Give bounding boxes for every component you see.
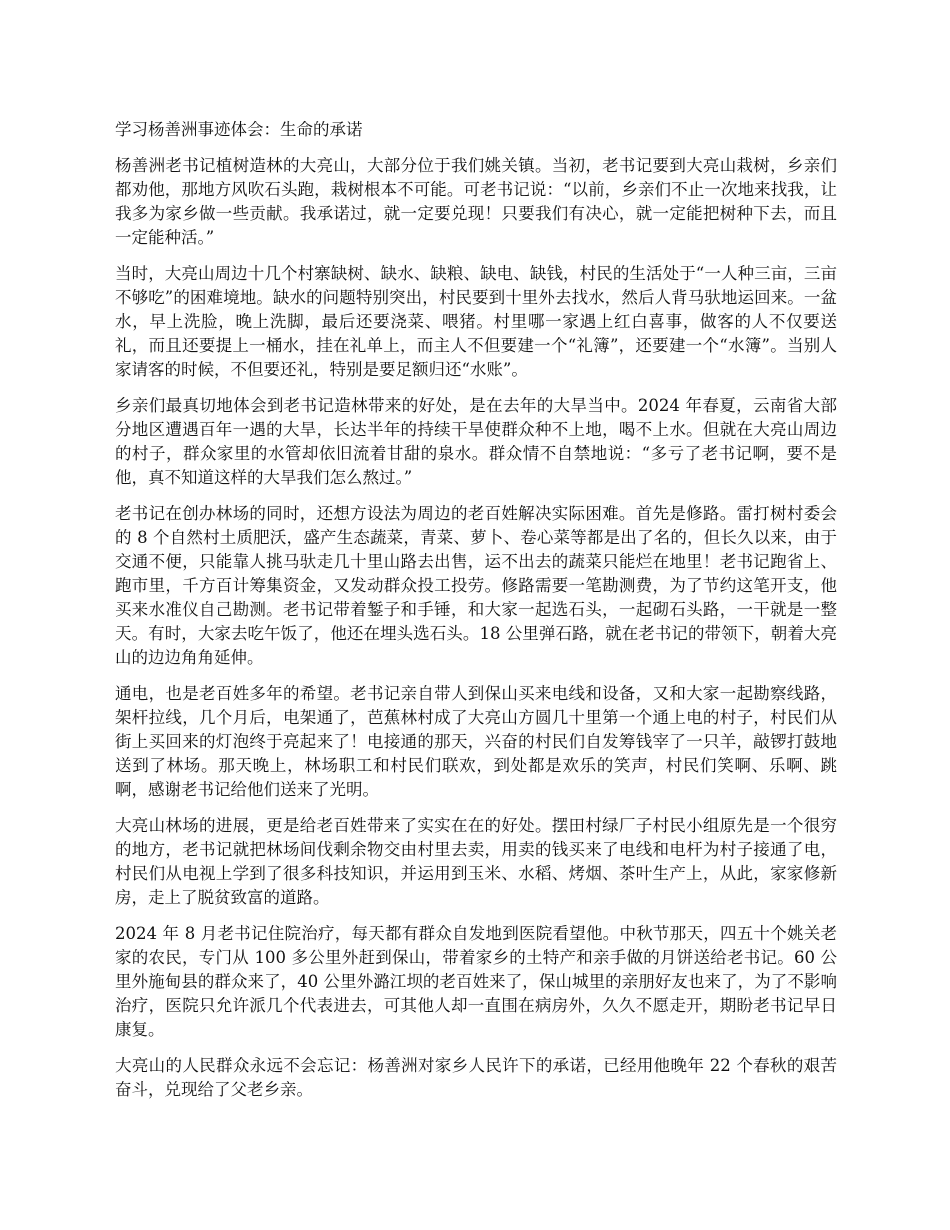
- paragraph-8: 大亮山的人民群众永远不会忘记：杨善洲对家乡人民许下的承诺，已经用他晚年 22 个春秋的艰苦奋斗，兑现给了父老乡亲。: [115, 1056, 837, 1099]
- paragraph-5: 通电，也是老百姓多年的希望。老书记亲自带人到保山买来电线和设备，又和大家一起勘察线路，架杆拉线，几个月后，电架通了，芭蕉林村成了大亮山方圆几十里第一个通上电的村子，村民们从街上买回来的灯泡终于亮起来了！电接通的那天，兴奋的村民们自发筹钱宰了一只羊，敲锣打鼓地送到了林场。那天晚上，林场职工和村民们联欢，到处都是欢乐的笑声，村民们笑啊、乐啊、跳啊，感谢老书记给他们送来了光明。: [115, 684, 837, 799]
- document-page: [115, 118, 837, 1114]
- paragraph-4: 老书记在创办林场的同时，还想方设法为周边的老百姓解决实际困难。首先是修路。雷打树村委会的 8 个自然村土质肥沃，盛产生态蔬菜，青菜、萝卜、卷心菜等都是出了名的，但长久以来，由于交通不便，只能靠人挑马驮走几十里山路去出售，运不出去的蔬菜只能烂在地里！老书记跑省上、跑市里，千方百计筹集资金，又发动群众投工投劳。修路需要一笔勘测费，为了节约这笔开支，他买来水准仪自己勘测。老书记带着錾子和手锤，和大家一起选石头，一起砌石头路，一干就是一整天。有时，大家去吃午饭了，他还在埋头选石头。18 公里弹石路，就在老书记的带领下，朝着大亮山的边边角角延伸。: [115, 504, 837, 667]
- paragraph-2: 当时，大亮山周边十几个村寨缺树、缺水、缺粮、缺电、缺钱，村民的生活处于“一人种三亩，三亩不够吃”的困难境地。缺水的问题特别突出，村民要到十里外去找水，然后人背马驮地运回来。一盆水，早上洗脸，晚上洗脚，最后还要浇菜、喂猪。村里哪一家遇上红白喜事，做客的人不仅要送礼，而且还要提上一桶水，挂在礼单上，而主人不但要建一个“礼簿”，还要建一个“水簿”。当别人家请客的时候，不但要还礼，特别是要足额归还“水账”。: [115, 264, 837, 379]
- paragraph-7: 2024 年 8 月老书记住院治疗，每天都有群众自发地到医院看望他。中秋节那天，四五十个姚关老家的农民，专门从 100 多公里外赶到保山，带着家乡的土特产和亲手做的月饼送给老书记。60 公里外施甸县的群众来了，40 公里外潞江坝的老百姓来了，保山城里的亲朋好友也来了，为了不影响治疗，医院只允许派几个代表进去，可其他人却一直围在病房外，久久不愿走开，期盼老书记早日康复。: [115, 924, 837, 1039]
- paragraph-6: 大亮山林场的进展，更是给老百姓带来了实实在在的好处。摆田村绿厂子村民小组原先是一个很穷的地方，老书记就把林场间伐剩余物交由村里去卖，用卖的钱买来了电线和电杆为村子接通了电，村民们从电视上学到了很多科技知识，并运用到玉米、水稻、烤烟、茶叶生产上，从此，家家修新房，走上了脱贫致富的道路。: [115, 816, 837, 907]
- paragraph-3: 乡亲们最真切地体会到老书记造林带来的好处，是在去年的大旱当中。2024 年春夏，云南省大部分地区遭遇百年一遇的大旱，长达半年的持续干旱使群众种不上地，喝不上水。但就在大亮山周边的村子，群众家里的水管却依旧流着甘甜的泉水。群众情不自禁地说：“多亏了老书记啊，要不是他，真不知道这样的大旱我们怎么熬过。”: [115, 396, 837, 487]
- paragraph-1: 杨善洲老书记植树造林的大亮山，大部分位于我们姚关镇。当初，老书记要到大亮山栽树，乡亲们都劝他，那地方风吹石头跑，栽树根本不可能。可老书记说：“以前，乡亲们不止一次地来找我，让我多为家乡做一些贡献。我承诺过，就一定要兑现！只要我们有决心，就一定能把树种下去，而且一定能种活。”: [115, 156, 837, 247]
- document-title: 学习杨善洲事迹体会：生命的承诺: [115, 120, 363, 139]
